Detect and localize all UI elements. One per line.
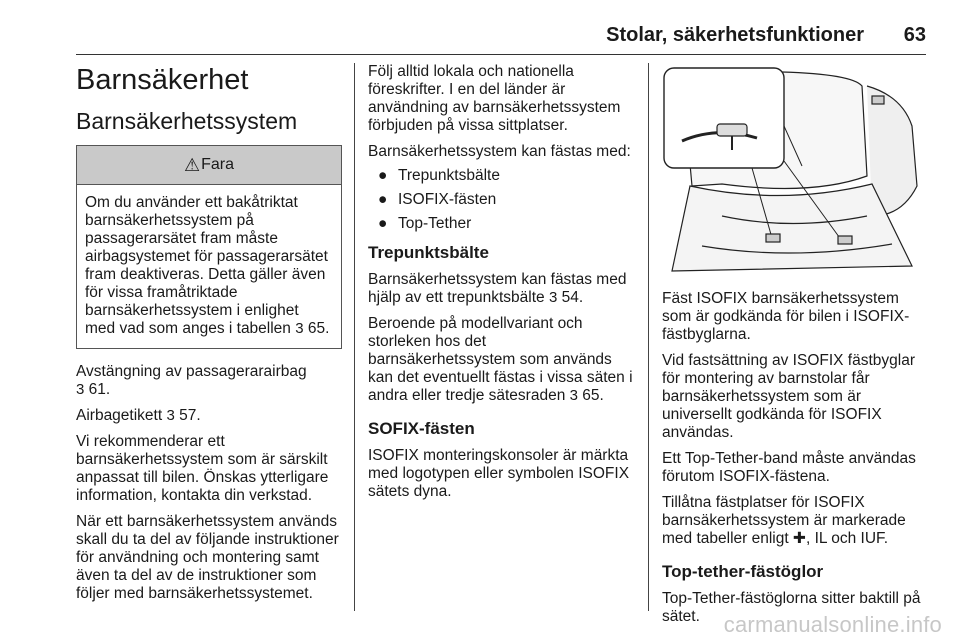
paragraph: Fäst ISOFIX barnsäkerhetssystem som är godkända för bilen i ISOFIX-fästbyglarna. [662,290,910,343]
paragraph: Vi rekommenderar ett barnsäkerhetssystem som är särskilt anpassat till bilen. Önskas ytterligare information, kontakta din verkstad. [76,433,329,504]
page-number: 63 [903,24,926,46]
paragraph: Barnsäkerhetssystem kan fästas med: [368,143,631,160]
danger-ref[interactable]: 65. [307,320,330,337]
paragraph: Top-Tether-fästöglorna sitter baktill på sätet. [662,590,921,625]
paragraph-text: Avstängning av passagerarairbag [76,363,307,380]
paragraph: Ett Top-Tether-band måste användas förutom ISOFIX-fästena. [662,450,916,485]
paragraph [662,494,928,548]
paragraph-text: Barnsäkerhetssystem kan fästas med hjälp av ett trepunktsbälte [368,271,627,306]
danger-text: Om du använder ett bakåtriktat barnsäkerhetssystem på passagerarsätet fram måste airbagsystemet för passagerarsätet fram deaktiveras. Detta gäller även för vissa framåtriktade barnsäkerhetssystem i enlighet med vad som anges i tabellen [85,194,328,337]
paragraph: Följ alltid lokala och nationella föreskrifter. I en del länder är användning av barnsäkerhetssystem förbjuden på vissa sittplatser. [368,63,621,134]
paragraph-text: , IL och IUF. [805,530,889,547]
paragraph-text: Beroende på modellvariant och storleken hos det barnsäkerhetssystem som används kan det eventuellt fästas i vissa säten i andra eller tredje sätesraden [368,315,633,404]
danger-header [77,146,341,185]
column-left [76,63,342,611]
page-ref-arrow-icon: 3 [166,407,175,424]
isofix-symbol-icon: ✚ [792,530,806,547]
list-item-text: ISOFIX-fästen [398,191,497,208]
bullet-list [368,167,634,233]
list-item [368,215,634,233]
paragraph-text: Airbagetikett [76,407,163,424]
header-rule [76,54,926,55]
seat-drawing [662,66,924,276]
column-divider [648,63,649,611]
isofix-seat-illustration [662,66,924,276]
paragraph [76,363,342,399]
page-header [76,0,926,58]
paragraph [368,271,634,307]
page-ref-arrow-icon: 3 [295,320,304,337]
warning-triangle-icon: ⚠ [183,155,201,175]
list-item-text: Top-Tether [398,215,472,232]
column-right [662,290,928,634]
list-item-text: Trepunktsbälte [398,167,500,184]
bullet-icon: ● [378,167,388,184]
column-middle [368,63,634,509]
running-title: Stolar, säkerhetsfunktioner [606,24,864,46]
subsection-title: Barnsäkerhetssystem [76,108,298,134]
paragraph [76,407,342,425]
heading: Top-tether-fästöglor [662,562,824,581]
watermark: carmanualsonline.info [723,612,942,637]
heading: SOFIX-fästen [368,419,475,438]
paragraph: ISOFIX monteringskonsoler är märkta med logotypen eller symbolen ISOFIX sätets dyna. [368,447,630,500]
column-divider [354,63,355,611]
page-ref[interactable]: 65. [582,387,604,404]
heading: Trepunktsbälte [368,243,489,262]
paragraph [368,315,634,405]
section-title: Barnsäkerhet [76,64,249,96]
list-item [368,167,634,185]
paragraph: Vid fastsättning av ISOFIX fästbyglar för montering av barnstolar får barnsäkerhetssystem som är universellt godkända för ISOFIX användas. [662,352,916,441]
bullet-icon: ● [378,191,388,208]
paragraph: När ett barnsäkerhetssystem används skall du ta del av följande instruktioner för användning och montering samt även ta del av de instruktioner som följer med barnsäkerhetssystemet. [76,513,339,602]
danger-label: Fara [201,156,235,173]
list-item [368,191,634,209]
page-ref[interactable]: 61. [88,381,111,398]
danger-box [76,145,342,349]
page-ref-arrow-icon: 3 [548,289,558,306]
page-ref-arrow-icon: 3 [76,381,85,398]
danger-body [77,185,341,348]
page-ref[interactable]: 54. [561,289,584,306]
bullet-icon: ● [378,215,388,232]
page-ref-arrow-icon: 3 [569,387,578,404]
paragraph-text: Tillåtna fästplatser för ISOFIX barnsäkerhetssystem är markerade med tabeller enligt [662,494,906,547]
page-ref[interactable]: 57. [179,407,201,424]
